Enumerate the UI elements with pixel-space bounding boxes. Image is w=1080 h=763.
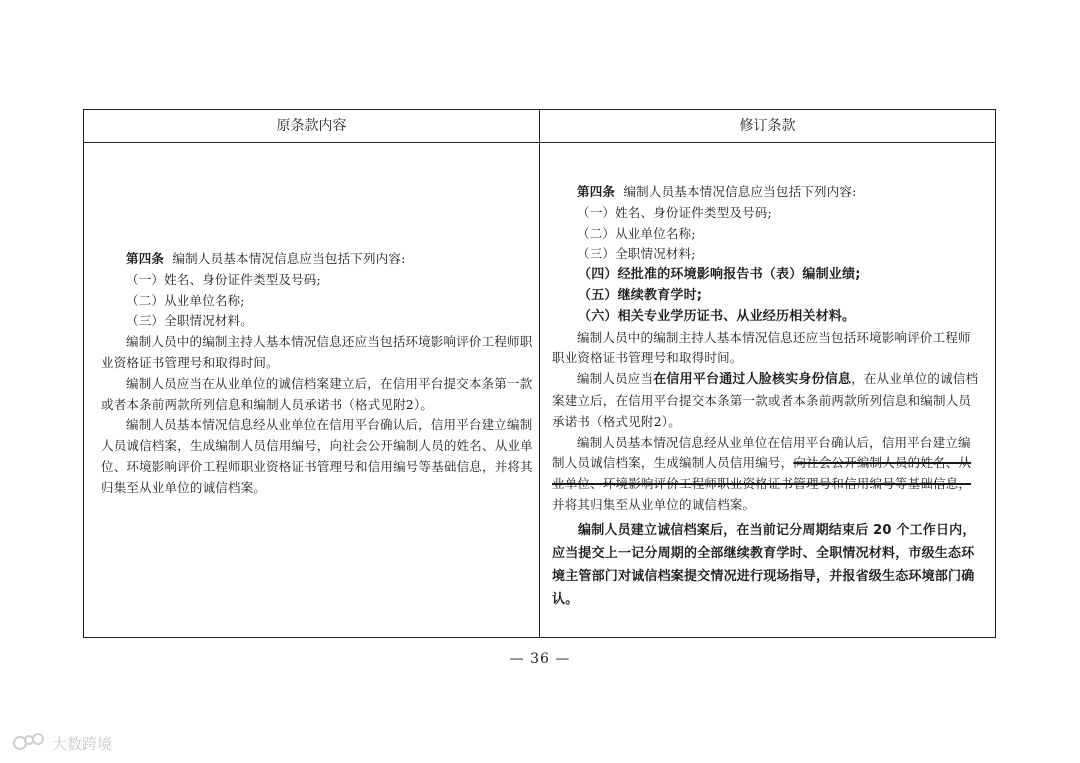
revised-item-2: （二）从业单位名称; bbox=[577, 225, 696, 241]
original-item-2: （二）从业单位名称; bbox=[126, 292, 245, 308]
column-divider bbox=[539, 110, 540, 637]
original-paragraph-2: 编制人员应当在从业单位的诚信档案建立后，在信用平台提交本条第一款或者本条前两款所列信息和编制人员承诺书（格式见附2）。 bbox=[101, 375, 533, 412]
revised-article-line bbox=[552, 182, 982, 203]
revised-clause-column bbox=[552, 182, 982, 611]
revised-new-item-4: （四）经批准的环境影响报告书（表）编制业绩; bbox=[578, 267, 861, 283]
revised-item-3: （三）全职情况材料; bbox=[577, 246, 696, 262]
revised-article-label: 第四条 bbox=[577, 184, 616, 199]
revised-new-item-5: （五）继续教育学时; bbox=[578, 287, 703, 303]
revised-p2-inserted: 在信用平台通过人脸核实身份信息 bbox=[653, 372, 852, 388]
original-article-intro: 编制人员基本情况信息应当包括下列内容: bbox=[172, 251, 406, 266]
header-original: 原条款内容 bbox=[276, 118, 347, 134]
original-article-label: 第四条 bbox=[126, 251, 165, 266]
watermark-text: 大数跨境 bbox=[52, 734, 113, 753]
revised-new-item-6: （六）相关专业学历证书、从业经历相关材料。 bbox=[578, 308, 856, 324]
revised-item-1: （一）姓名、身份证件类型及号码; bbox=[577, 204, 772, 220]
page-number: — 36 — bbox=[509, 651, 571, 667]
revised-p3-end: 并将其归集至从业单位的诚信档案。 bbox=[552, 496, 756, 512]
revised-p3-start: 编制人员基本情况信息经从业单位在信用平台确认后，信用平台建立编制人员诚信档案，生成编制人员信用编号， bbox=[552, 434, 971, 471]
original-item-1: （一）姓名、身份证件类型及号码; bbox=[126, 271, 321, 287]
original-paragraph-1: 编制人员中的编制主持人基本情况信息还应当包括环境影响评价工程师职业资格证书管理号和取得时间。 bbox=[101, 334, 533, 370]
revised-p3-deleted: 向社会公开编制人员的姓名、从业单位、环境影响评价工程师职业资格证书管理号和信用编号等基础信息， bbox=[552, 455, 972, 492]
revised-paragraph-4: 编制人员建立诚信档案后，在当前记分周期结束后 20 个工作日内，应当提交上一记分周期的全部继续教育学时、全职情况材料，市级生态环境主管部门对诚信档案提交情况进行现场指导，并报省级生态环境部门确认。 bbox=[552, 522, 976, 607]
revised-paragraph-3 bbox=[552, 433, 982, 516]
comparison-table bbox=[83, 109, 996, 638]
original-article-line bbox=[101, 249, 533, 270]
revised-paragraph-2 bbox=[552, 369, 982, 432]
revised-p2-start: 编制人员应当 bbox=[577, 371, 654, 387]
original-clause-column bbox=[101, 249, 533, 499]
watermark-logo-icon bbox=[12, 731, 46, 755]
revised-article-intro: 编制人员基本情况信息应当包括下列内容: bbox=[623, 184, 857, 199]
revised-p2-end: ，在从业单位的诚信档案建立后，在信用平台提交本条第一款或者本条前两款所列信息和编制人员承诺书（格式见附2）。 bbox=[552, 371, 979, 429]
revised-paragraph-1: 编制人员中的编制主持人基本情况信息还应当包括环境影响评价工程师职业资格证书管理号和取得时间。 bbox=[552, 329, 971, 366]
watermark bbox=[12, 730, 112, 756]
header-revised: 修订条款 bbox=[739, 118, 796, 134]
original-item-3: （三）全职情况材料。 bbox=[126, 313, 254, 329]
original-paragraph-3: 编制人员基本情况信息经从业单位在信用平台确认后，信用平台建立编制人员诚信档案，生成编制人员信用编号，向社会公开编制人员的姓名、从业单位、环境影响评价工程师职业资格证书管理号和信用编号等基础信息，并将其归集至从业单位的诚信档案。 bbox=[101, 417, 533, 495]
